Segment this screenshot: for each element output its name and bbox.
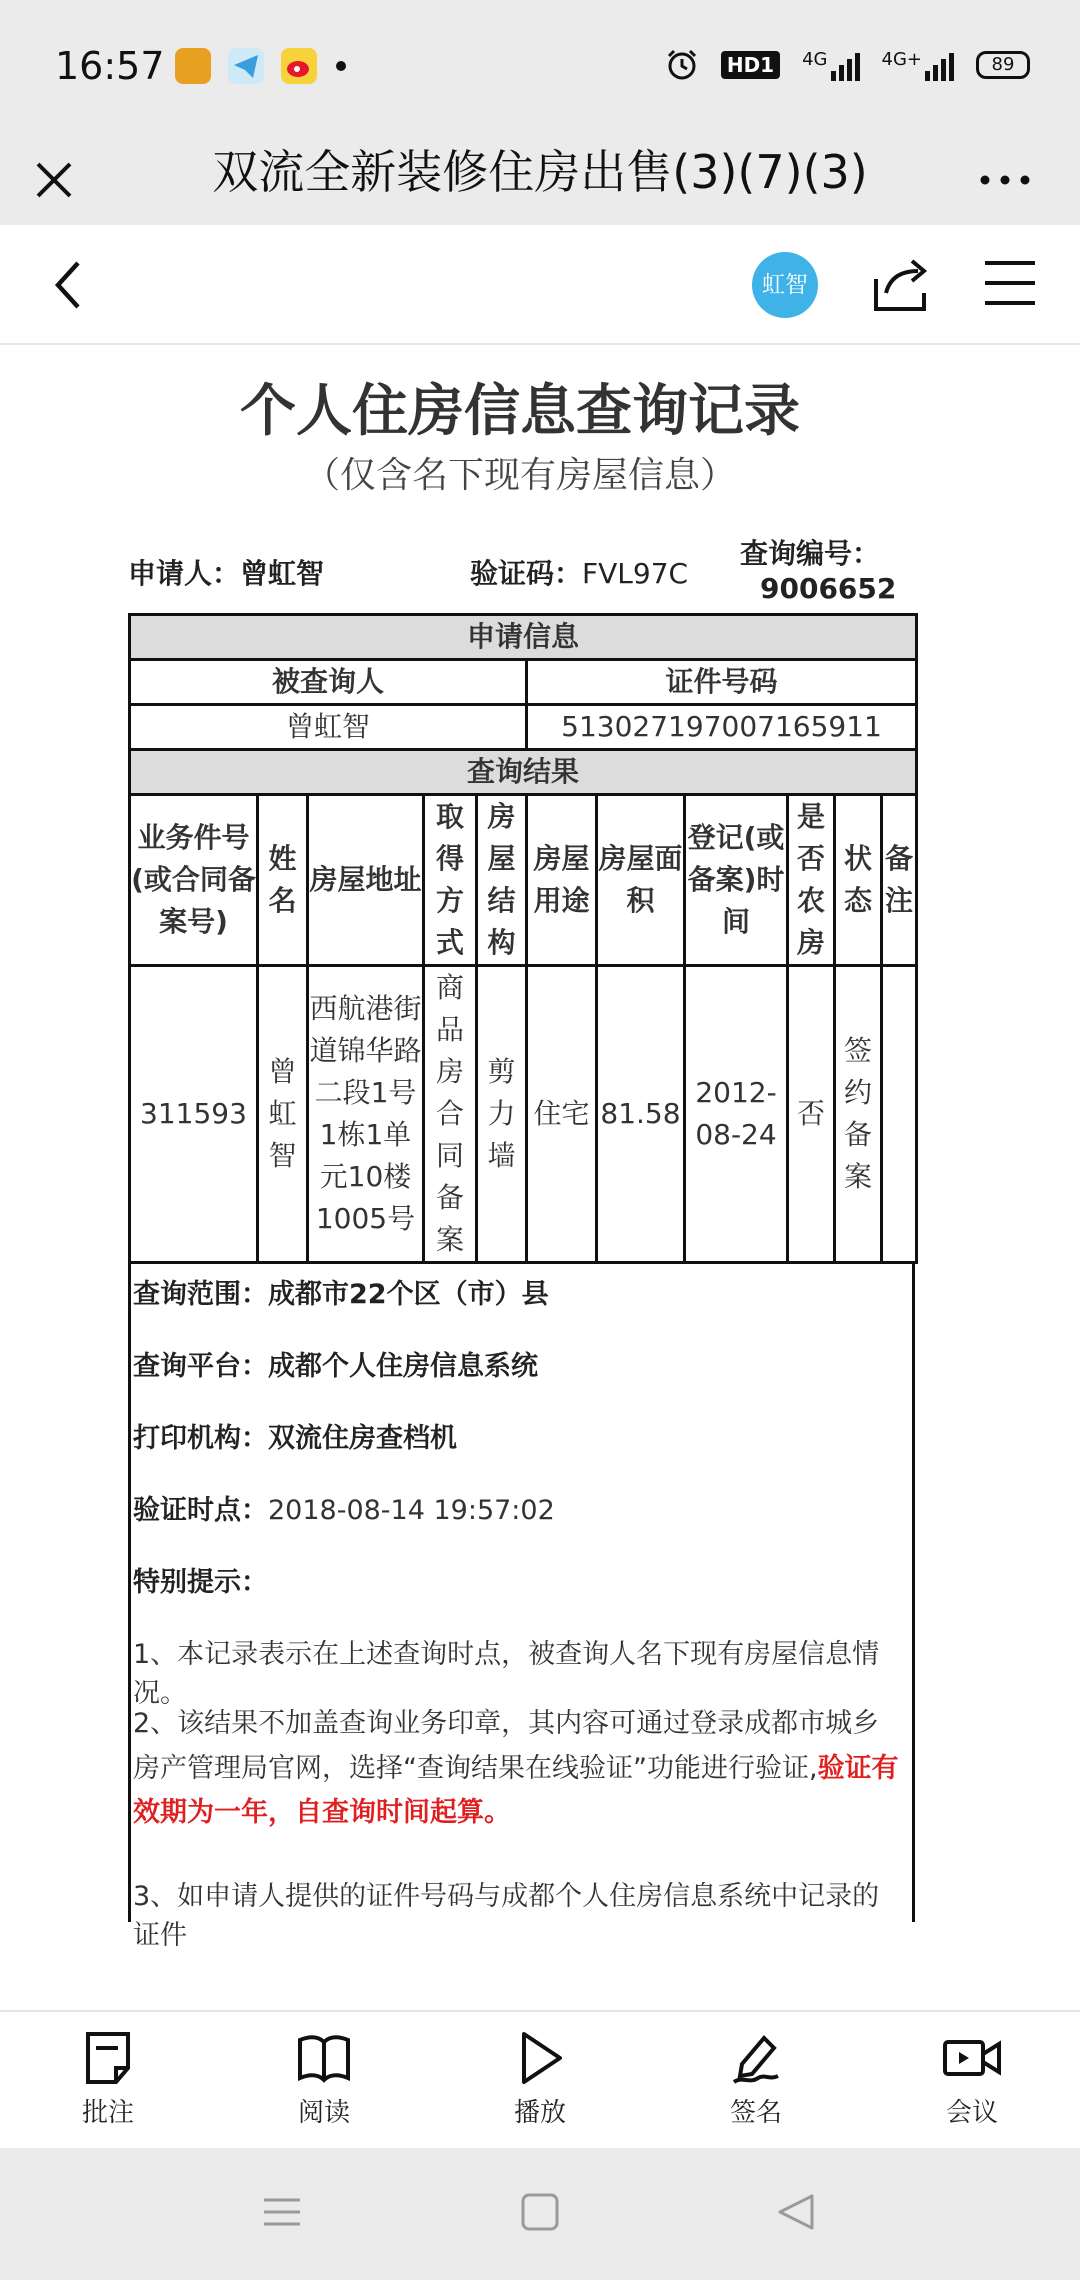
printer-label: 打印机构：: [133, 1423, 268, 1454]
platform-value: 成都个人住房信息系统: [268, 1351, 538, 1382]
header-date: 登记(或备案)时间: [685, 795, 788, 966]
battery-icon: 89: [976, 51, 1030, 79]
document-title: 个人住房信息查询记录: [240, 379, 800, 444]
cell-structure: 剪力墙: [477, 966, 527, 1263]
network-type-1: 4G: [802, 49, 828, 70]
sign-label: 签名: [729, 2098, 782, 2128]
cell-status: 签约备案: [835, 966, 882, 1263]
applicant-label: 申请人：: [128, 557, 241, 590]
book-icon: [296, 2030, 352, 2086]
header-business-no: 业务件号(或合同备案号): [130, 795, 258, 966]
notice-1: 1、本记录表示在上述查询时点，被查询人名下现有房屋信息情况。: [133, 1639, 880, 1709]
col-person-header: 被查询人: [130, 660, 527, 705]
section-query-result: 查询结果: [130, 750, 917, 795]
status-bar: [0, 0, 1080, 130]
system-navigation-bar: [0, 2148, 1080, 2280]
code-label: 验证码：: [470, 557, 583, 590]
code-value: FVL97C: [582, 557, 689, 590]
more-notifications-icon: [336, 61, 346, 71]
status-indicators: [665, 48, 1030, 82]
header-acquire: 取得方式: [424, 795, 477, 966]
cell-area: 81.58: [597, 966, 685, 1263]
sohu-news-icon: [175, 48, 211, 84]
header-address: 房屋地址: [308, 795, 424, 966]
avatar[interactable]: 虹智: [752, 252, 818, 318]
hd-badge: HD1: [721, 51, 780, 79]
telegram-icon: [228, 48, 264, 84]
signature-icon: [728, 2030, 784, 2086]
cell-date: 2012-08-24: [685, 966, 788, 1263]
notice-2-text: 2、该结果不加盖查询业务印章，其内容可通过登录成都市城乡房产管理局官网，选择“查询结果在线验证”功能进行验证,: [133, 1708, 880, 1784]
notice-2-warning: 验证有效期为一年，自查询时间起算。: [133, 1752, 899, 1829]
read-button[interactable]: [264, 2030, 384, 2129]
header-note: 备注: [882, 795, 917, 966]
notice-3: 3、如申请人提供的证件号码与成都个人住房信息系统中记录的证件: [133, 1881, 880, 1951]
header-usage: 房屋用途: [527, 795, 597, 966]
section-apply-info: 申请信息: [130, 615, 917, 660]
menu-icon[interactable]: [982, 255, 1038, 311]
annotate-icon: [80, 2030, 136, 2086]
back-nav-icon[interactable]: [776, 2192, 816, 2232]
cell-note: [882, 966, 917, 1263]
platform-label: 查询平台：: [133, 1351, 268, 1382]
cell-acquire: 商品房合同备案: [424, 966, 477, 1263]
signal-icon-2: [882, 49, 954, 81]
share-icon[interactable]: [868, 253, 932, 315]
cell-usage: 住宅: [527, 966, 597, 1263]
verify-time-label: 验证时点：: [133, 1495, 268, 1526]
scope-label: 查询范围：: [133, 1279, 268, 1310]
weibo-icon: [281, 48, 317, 84]
document-viewer[interactable]: [0, 347, 1080, 1951]
person-cell: 曾虹智: [130, 705, 527, 750]
play-button[interactable]: [480, 2030, 600, 2129]
scope-line: [133, 1272, 904, 1311]
cell-business-no: 311593: [130, 966, 258, 1263]
query-number-label: 查询编号：: [740, 537, 881, 570]
id-number-cell: 513027197007165911: [527, 705, 917, 750]
cell-address: 西航港街道锦华路二段1号1栋1单元10楼1005号: [308, 966, 424, 1263]
play-icon: [512, 2030, 568, 2086]
notice-heading: [133, 1560, 904, 1599]
notice-label: 特别提示：: [133, 1567, 268, 1598]
annotate-button[interactable]: [48, 2030, 168, 2129]
col-id-header: 证件号码: [527, 660, 917, 705]
home-icon[interactable]: [520, 2192, 560, 2232]
verification-code-field: [470, 552, 688, 592]
housing-record-table: [128, 613, 918, 1264]
verify-time-line: [133, 1488, 904, 1527]
platform-line: [133, 1344, 904, 1383]
header-structure: 房屋结构: [477, 795, 527, 966]
meeting-label: 会议: [945, 2098, 998, 2128]
query-number-value: 9006652: [760, 572, 897, 605]
notice-2: [133, 1702, 904, 1836]
sign-button[interactable]: [696, 2030, 816, 2129]
title-bar: [0, 130, 1080, 225]
header-rural: 是否农房: [788, 795, 835, 966]
table-row: [130, 966, 917, 1263]
document-subtitle: （仅含名下现有房屋信息）: [303, 455, 736, 496]
network-type-2: 4G+: [881, 49, 922, 70]
cell-name: 曾虹智: [258, 966, 308, 1263]
verify-time-value: 2018-08-14 19:57:02: [268, 1495, 555, 1526]
table-header-row: [130, 795, 917, 966]
printer-line: [133, 1416, 904, 1455]
document-toolbar: [0, 225, 1080, 345]
recent-apps-icon[interactable]: [262, 2192, 302, 2232]
play-label: 播放: [513, 2098, 566, 2128]
more-options-icon[interactable]: [975, 158, 1035, 202]
query-info-section: [128, 1262, 915, 1951]
scope-value: 成都市22个区（市）县: [268, 1279, 549, 1310]
back-icon[interactable]: [48, 257, 88, 313]
alarm-icon: [665, 48, 699, 82]
video-meeting-icon: [941, 2030, 1003, 2086]
read-label: 阅读: [297, 2098, 350, 2128]
page-title: 双流全新装修住房出售(3)(7)(3): [212, 145, 868, 199]
clock: 16:57: [55, 44, 165, 88]
cell-rural: 否: [788, 966, 835, 1263]
applicant-field: [128, 552, 324, 592]
header-area: 房屋面积: [597, 795, 685, 966]
bottom-action-bar: [0, 2010, 1080, 2148]
meeting-button[interactable]: [912, 2030, 1032, 2129]
signal-icon: [802, 49, 859, 81]
printer-value: 双流住房查档机: [268, 1423, 457, 1454]
close-icon[interactable]: [32, 158, 76, 202]
header-name: 姓名: [258, 795, 308, 966]
annotate-label: 批注: [81, 2098, 134, 2128]
header-status: 状态: [835, 795, 882, 966]
applicant-value: 曾虹智: [240, 557, 325, 590]
